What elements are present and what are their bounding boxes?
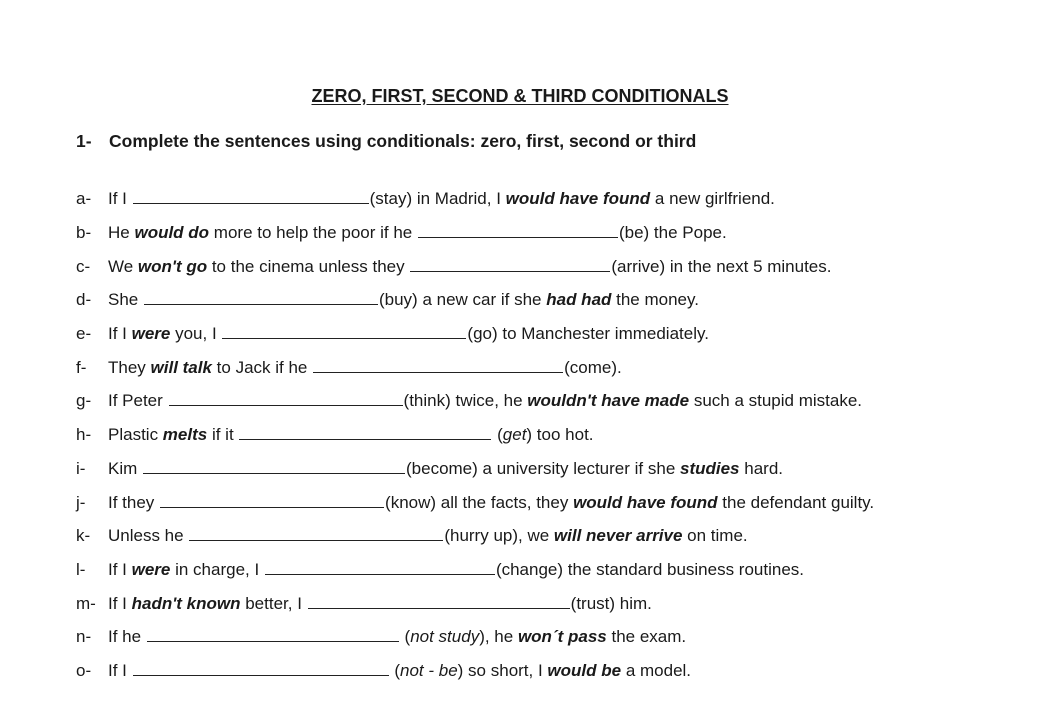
instruction-text: Complete the sentences using conditionals: zero, first, second or third xyxy=(109,131,697,151)
answer-blank[interactable] xyxy=(147,625,399,642)
sentence-text: He xyxy=(108,223,135,242)
verb-hint: not - be xyxy=(400,661,458,680)
emphasized-verb: would do xyxy=(134,223,210,242)
sentence-text: (hurry up), we xyxy=(444,526,554,545)
exercise-item xyxy=(76,322,709,344)
sentence-text: If he xyxy=(108,627,146,646)
answer-blank[interactable] xyxy=(313,356,563,373)
sentence-text: if it xyxy=(207,425,239,444)
sentence-text: ) too hot. xyxy=(526,425,594,444)
sentence-text: (be) the Pope. xyxy=(618,223,727,242)
emphasized-verb: would have found xyxy=(573,493,718,512)
exercise-item xyxy=(76,187,775,209)
sentence-text: If Peter xyxy=(108,391,168,410)
emphasized-verb: will talk xyxy=(150,358,212,377)
sentence-text: a model. xyxy=(621,661,692,680)
answer-blank[interactable] xyxy=(160,491,384,508)
exercise-item xyxy=(76,255,832,277)
sentence-text: They xyxy=(108,358,151,377)
sentence-text: hard. xyxy=(739,459,784,478)
sentence-text: ), he xyxy=(479,627,518,646)
emphasized-verb: won´t pass xyxy=(517,627,607,646)
sentence-text: to Jack if he xyxy=(211,358,313,377)
answer-blank[interactable] xyxy=(143,457,405,474)
exercise-item xyxy=(76,389,862,411)
sentence-text: (stay) in Madrid, I xyxy=(369,189,506,208)
exercise-item xyxy=(76,221,727,243)
exercise-item xyxy=(76,592,652,614)
exercise-letter: b- xyxy=(76,223,92,242)
exercise-letter: i- xyxy=(76,459,86,478)
sentence-text: If I xyxy=(108,594,132,613)
sentence-text: If I xyxy=(108,189,132,208)
emphasized-verb: would be xyxy=(547,661,622,680)
sentence-text: such a stupid mistake. xyxy=(689,391,863,410)
sentence-text: more to help the poor if he xyxy=(209,223,417,242)
emphasized-verb: will never arrive xyxy=(553,526,683,545)
exercise-letter: n- xyxy=(76,627,92,646)
exercise-letter: k- xyxy=(76,526,91,545)
emphasized-verb: melts xyxy=(162,425,208,444)
sentence-text: in charge, I xyxy=(170,560,264,579)
sentence-text: the money. xyxy=(611,290,699,309)
emphasized-verb: were xyxy=(131,324,171,343)
emphasized-verb: studies xyxy=(680,459,740,478)
answer-blank[interactable] xyxy=(265,558,495,575)
emphasized-verb: were xyxy=(131,560,171,579)
sentence-text: If I xyxy=(108,661,132,680)
exercise-letter: m- xyxy=(76,594,96,613)
sentence-text: (go) to Manchester immediately. xyxy=(467,324,709,343)
sentence-text: the defendant guilty. xyxy=(717,493,875,512)
sentence-text: on time. xyxy=(682,526,748,545)
sentence-text: Unless he xyxy=(108,526,189,545)
emphasized-verb: wouldn't have made xyxy=(527,391,690,410)
exercise-item xyxy=(76,457,783,479)
sentence-text: ) so short, I xyxy=(457,661,548,680)
sentence-text: (know) all the facts, they xyxy=(385,493,574,512)
worksheet-title: ZERO, FIRST, SECOND & THIRD CONDITIONALS xyxy=(311,86,729,106)
exercise-letter: h- xyxy=(76,425,92,444)
sentence-text: you, I xyxy=(170,324,222,343)
sentence-text: a new girlfriend. xyxy=(650,189,775,208)
exercise-item xyxy=(76,423,594,445)
sentence-text: ( xyxy=(492,425,503,444)
sentence-text: (change) the standard business routines. xyxy=(495,560,805,579)
exercise-letter: a- xyxy=(76,189,92,208)
sentence-text: (think) twice, he xyxy=(403,391,528,410)
exercise-item xyxy=(76,288,699,310)
exercise-item xyxy=(76,659,691,681)
sentence-text: (come). xyxy=(564,358,622,377)
emphasized-verb: won't go xyxy=(137,257,208,276)
exercise-item xyxy=(76,491,874,513)
exercise-letter: f- xyxy=(76,358,87,377)
emphasized-verb: would have found xyxy=(505,189,651,208)
sentence-text: (become) a university lecturer if she xyxy=(406,459,680,478)
sentence-text: We xyxy=(108,257,138,276)
emphasized-verb: had had xyxy=(546,290,612,309)
answer-blank[interactable] xyxy=(144,288,378,305)
sentence-text: better, I xyxy=(240,594,307,613)
answer-blank[interactable] xyxy=(222,322,466,339)
instruction xyxy=(76,131,696,152)
exercise-item xyxy=(76,625,686,647)
sentence-text: the exam. xyxy=(606,627,687,646)
answer-blank[interactable] xyxy=(133,659,389,676)
exercise-letter: l- xyxy=(76,560,86,579)
exercise-item xyxy=(76,558,804,580)
sentence-text: (buy) a new car if she xyxy=(378,290,547,309)
answer-blank[interactable] xyxy=(308,592,570,609)
sentence-text: Plastic xyxy=(108,425,163,444)
sentence-text: If I xyxy=(108,324,132,343)
sentence-text: (arrive) in the next 5 minutes. xyxy=(611,257,832,276)
sentence-text: If they xyxy=(108,493,160,512)
answer-blank[interactable] xyxy=(133,187,369,204)
emphasized-verb: hadn't known xyxy=(131,594,241,613)
answer-blank[interactable] xyxy=(189,524,443,541)
exercise-letter: g- xyxy=(76,391,92,410)
sentence-text: Kim xyxy=(108,459,142,478)
answer-blank[interactable] xyxy=(418,221,618,238)
answer-blank[interactable] xyxy=(169,389,403,406)
sentence-text: If I xyxy=(108,560,132,579)
exercise-letter: o- xyxy=(76,661,92,680)
verb-hint: not study xyxy=(410,627,480,646)
sentence-text: (trust) him. xyxy=(570,594,652,613)
exercise-letter: d- xyxy=(76,290,92,309)
answer-blank[interactable] xyxy=(239,423,491,440)
verb-hint: get xyxy=(502,425,527,444)
exercise-item xyxy=(76,524,748,546)
sentence-text: to the cinema unless they xyxy=(207,257,410,276)
sentence-text: ( xyxy=(399,627,411,646)
exercise-letter: c- xyxy=(76,257,91,276)
instruction-number: 1- xyxy=(76,131,92,151)
exercise-letter: j- xyxy=(76,493,86,512)
exercise-item xyxy=(76,356,622,378)
sentence-text: She xyxy=(108,290,143,309)
answer-blank[interactable] xyxy=(410,255,610,272)
exercise-letter: e- xyxy=(76,324,92,343)
sentence-text: ( xyxy=(389,661,401,680)
